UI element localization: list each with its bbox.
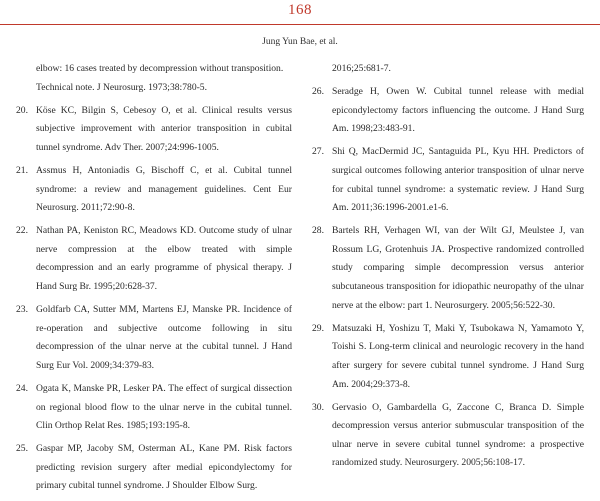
reference-number: 30. (312, 401, 324, 413)
reference-text: Nathan PA, Keniston RC, Meadows KD. Outcome study of ulnar nerve compression at the elbow treated with simple decompression and an early programme of physical therapy. J Hand Surg Br. 1995;20:628-37. (36, 225, 292, 293)
reference-number: 21. (16, 164, 28, 176)
reference-number: 20. (16, 104, 28, 116)
reference-number: 28. (312, 225, 324, 237)
reference-continuation: 2016;25:681-7. (332, 63, 391, 74)
reference-text: Köse KC, Bilgin S, Cebesoy O, et al. Clinical results versus subjective improvement with anterior transposition in cubital tunnel syndrome. Adv Ther. 2007;24:996-1005. (36, 104, 292, 153)
page-number: 168 (288, 2, 312, 18)
reference-item (312, 143, 584, 217)
reference-text: Gervasio O, Gambardella G, Zaccone C, Branca D. Simple decompression versus anterior submuscular transposition of the ulnar nerve in severe cubital tunnel syndrome: a prospective randomized study. Neurosurgery. 2005;56:108-17. (332, 401, 584, 469)
reference-item (16, 222, 292, 296)
reference-item (16, 380, 292, 436)
reference-number: 24. (16, 383, 28, 394)
reference-item (16, 440, 292, 496)
reference-number: 25. (16, 443, 28, 455)
reference-text: Seradge H, Owen W. Cubital tunnel release with medial epicondylectomy factors influencing the outcome. J Hand Surg Am. 1998;23:483-91. (332, 86, 584, 135)
reference-item (312, 399, 584, 473)
reference-number: 23. (16, 304, 28, 316)
right-reference-column (312, 60, 584, 477)
header-rule (0, 24, 600, 25)
reference-text: Ogata K, Manske PR, Lesker PA. The effect of surgical dissection on regional blood flow to the ulnar nerve in the cubital tunnel. Clin Orthop Relat Res. 1985;193:195-8. (36, 383, 292, 432)
reference-number: 29. (312, 322, 324, 334)
reference-item (312, 222, 584, 315)
reference-number: 26. (312, 86, 324, 98)
reference-text: Shi Q, MacDermid JC, Santaguida PL, Kyu HH. Predictors of surgical outcomes following anterior transposition of ulnar nerve for cubital tunnel syndrome: a systematic review. J Hand Surg Am. 2011;36:1996-2001.e1-6. (332, 146, 584, 214)
reference-text: Bartels RH, Verhagen WI, van der Wilt GJ, Meulstee J, van Rossum LG, Grotenhuis JA. Prospective randomized controlled study comparing simple decompression versus anterior subcutaneous transposition for idiopathic neuropathy of the ulnar nerve at the elbow: part 1. Neurosurgery. 2005;56:522-30. (332, 225, 584, 311)
reference-text: Goldfarb CA, Sutter MM, Martens EJ, Manske PR. Incidence of re-operation and subjective outcome following in situ decompression of the ulnar nerve at the cubital tunnel. J Hand Surg Eur Vol. 2009;34:379-83. (36, 304, 292, 371)
left-reference-column (16, 60, 292, 501)
reference-item (16, 301, 292, 375)
reference-text: Gaspar MP, Jacoby SM, Osterman AL, Kane PM. Risk factors predicting revision surgery after medial epicondylectomy for primary cubital tunnel syndrome. J Shoulder Elbow Surg. (36, 443, 292, 492)
reference-text: Assmus H, Antoniadis G, Bischoff C, et al. Cubital tunnel syndrome: a review and management guidelines. Cent Eur Neurosurg. 2011;72:90-8. (36, 164, 292, 214)
reference-item (16, 162, 292, 218)
reference-continuation: elbow: 16 cases treated by decompression without transposition. Technical note. J Neurosurg. 1973;38:780-5. (36, 63, 284, 93)
reference-number: 22. (16, 225, 28, 237)
reference-item (312, 83, 584, 139)
running-head: Jung Yun Bae, et al. (262, 37, 338, 47)
reference-number: 27. (312, 146, 324, 158)
reference-item (312, 320, 584, 394)
reference-item (16, 102, 292, 158)
reference-text: Matsuzaki H, Yoshizu T, Maki Y, Tsubokawa N, Yamamoto Y, Toishi S. Long-term clinical and neurologic recovery in the hand after surgery for severe cubital tunnel syndrome. J Hand Surg Am. 2004;29:373-8. (332, 322, 584, 390)
